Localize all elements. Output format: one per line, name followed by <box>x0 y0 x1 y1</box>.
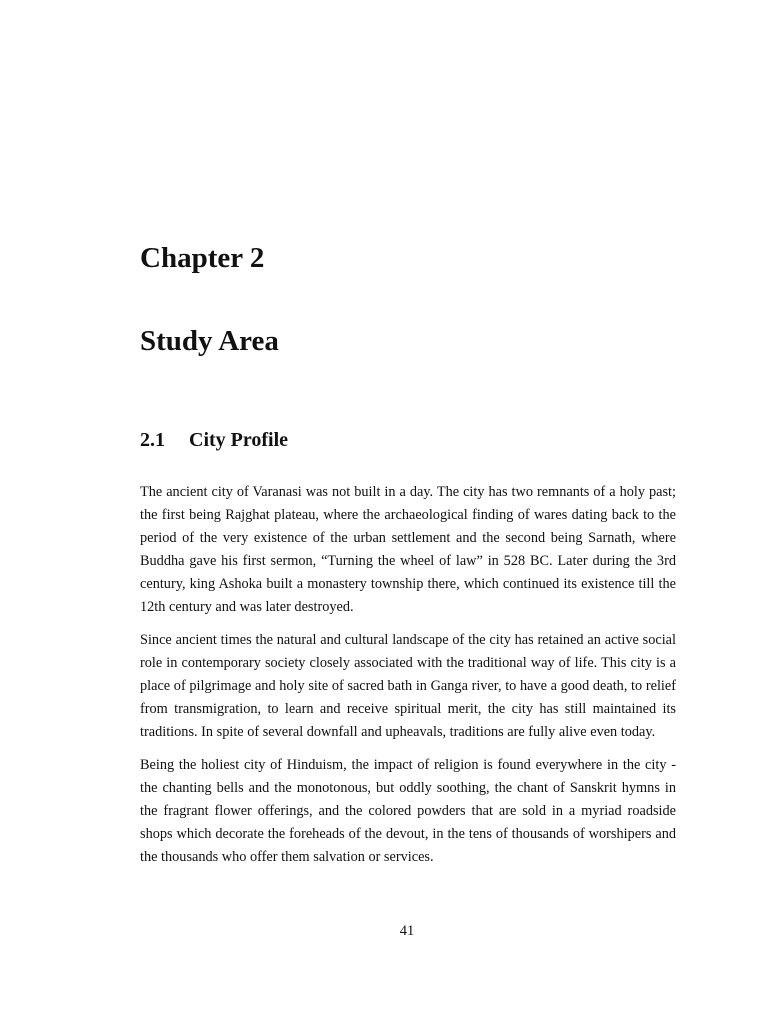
section-title: City Profile <box>189 429 289 451</box>
paragraph-1: The ancient city of Varanasi was not built in a day. The city has two remnants of a holy past; the first being Rajghat plateau, where the archaeological finding of wares dating back to the period of the very existence of the urban settlement and the second being Sarnath, where Buddha gave his first sermon, “Turning the wheel of law” in 528 BC. Later during the 3rd century, king Ashoka built a monastery township there, which continued its existence till the 12th century and was later destroyed. <box>140 484 676 615</box>
paragraph-2: Since ancient times the natural and cultural landscape of the city has retained an active social role in contemporary society closely associated with the traditional way of life. This city is a place of pilgrimage and holy site of sacred bath in Ganga river, to have a good death, to relief from transmigration, to learn and receive spiritual merit, the city has still maintained its traditions. In spite of several downfall and upheavals, traditions are fully alive even today. <box>140 632 676 740</box>
chapter-label: Chapter 2 <box>140 242 265 274</box>
page-number: 41 <box>399 923 415 939</box>
section-heading <box>140 427 288 453</box>
body-text <box>140 481 676 879</box>
paragraph-3: Being the holiest city of Hinduism, the impact of religion is found everywhere in the city - the chanting bells and the monotonous, but oddly soothing, the chant of Sanskrit hymns in the fragrant flower offerings, and the colored powders that are sold in a myriad roadside shops which decorate the foreheads of the devout, in the tens of thousands of worshipers and the thousands who offer them salvation or services. <box>140 757 676 865</box>
chapter-title: Study Area <box>140 325 279 357</box>
section-number: 2.1 <box>140 429 165 451</box>
